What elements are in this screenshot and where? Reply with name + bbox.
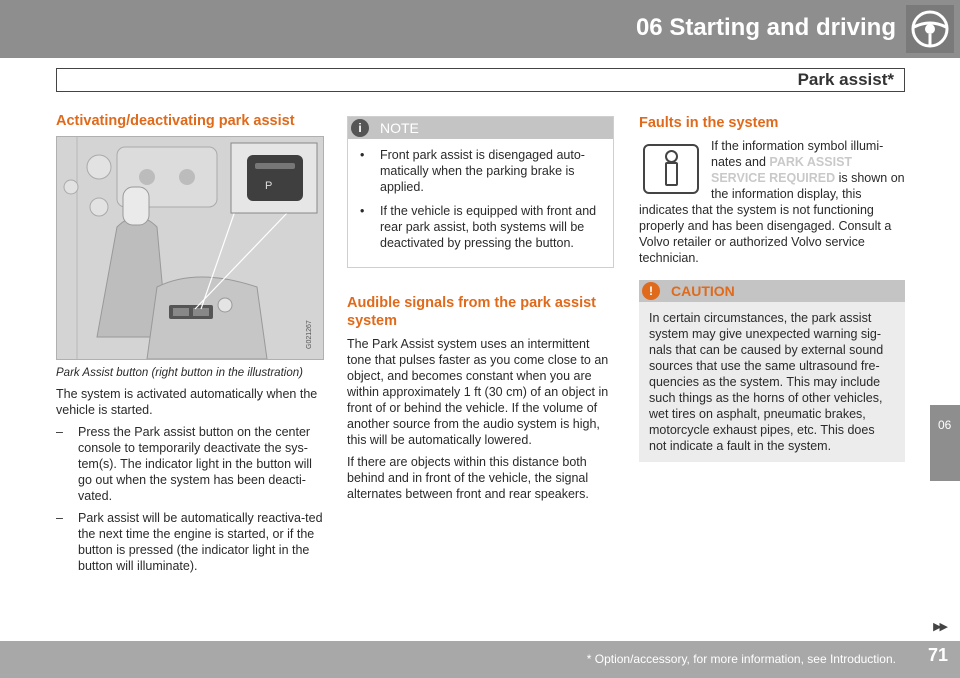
faults-text-after: is shown on the information display, this indicates that the system is not functioning properly and has been disengaged. Consult a Volvo retailer or authorized Volvo service technician. [639,171,905,265]
faults-text-before: If the information symbol illumi-nates and [711,139,884,169]
dash-marker: – [56,425,63,439]
chapter-title: 06 Starting and driving [635,14,896,41]
audible-paragraph: If there are objects within this distance both behind and in front of the vehicle, the signal alternates between front and rear speakers. [347,455,589,501]
audible-paragraph: The Park Assist system uses an intermittent tone that pulses faster as you come close to an object, and becomes constant when you are within approximately 1 ft (30 cm) of an object in front of or behind the vehicle. If the volume of another source from the audio system is high, this will be automatically lowered. [347,337,609,447]
faults-heading: Faults in the system [639,115,779,131]
note-bullet [358,147,603,195]
footnote: * Option/accessory, for more information, see Introduction. [586,652,896,666]
column-activation [56,112,324,580]
park-assist-button-label: P [265,180,273,192]
chapter-tab-label: 06 [938,418,952,432]
note-box [347,116,614,268]
steering-wheel-icon [906,5,954,53]
instruction-item [56,510,324,574]
service-required-message: PARK ASSIST SERVICE REQUIRED [711,155,853,185]
figure-code: G021267 [306,320,313,349]
column-faults [639,114,905,478]
caution-label: CAUTION [671,283,735,299]
note-bullet [358,203,603,251]
note-bullet-text: Front park assist is disengaged auto-matically when the parking brake is applied. [380,148,585,194]
bullet-marker: • [360,148,365,162]
activation-intro: The system is activated automatically when the vehicle is started. [56,387,318,417]
caution-header [639,280,905,302]
figure-caption: Park Assist button (right button in the illustration) [56,367,303,379]
instruction-text: Press the Park assist button on the center console to temporarily deactivate the sys-tem(s). The indicator light in the button will go out when the system has been deacti-vated. [78,425,312,503]
audible-heading: Audible signals from the park assist system [347,295,596,329]
console-drawing [57,137,323,359]
caution-box [639,280,905,462]
page-header [0,0,960,58]
chapter-side-tab [930,405,960,481]
next-page-arrows-icon: ▶▶ [933,621,946,633]
dash-marker: – [56,511,63,525]
caution-body: In certain circumstances, the park assist system may give unexpected warning sig-nals that can be caused by external sound sources that use the same ultrasound fre-quencies as the system. This may include such things as the horns of other vehicles, wet tires on asphalt, pneumatic brakes, motorcycle exhaust pipes, etc. This does not indicate a fault in the system. [649,311,884,453]
instruction-item [56,424,324,504]
note-header [348,117,613,139]
info-symbol-icon [643,144,699,194]
section-title: Park assist* [797,70,894,89]
note-label: NOTE [380,120,419,136]
section-header [56,68,905,92]
info-circle-icon: i [351,119,369,137]
bullet-marker: • [360,204,365,218]
page-number: 71 [927,645,948,665]
faults-paragraph [639,138,905,266]
activation-heading: Activating/deactivating park assist [56,113,295,129]
column-note-audible [347,116,614,508]
warning-icon: ! [642,282,660,300]
note-body [348,139,613,267]
instruction-text: Park assist will be automatically reactiva-ted the next time the engine is started, or if the button is pressed (the indicator light in the button will illuminate). [78,511,323,573]
note-bullet-text: If the vehicle is equipped with front and rear park assist, both systems will be deactivated by pressing the button. [380,204,597,250]
center-console-illustration [56,136,324,360]
